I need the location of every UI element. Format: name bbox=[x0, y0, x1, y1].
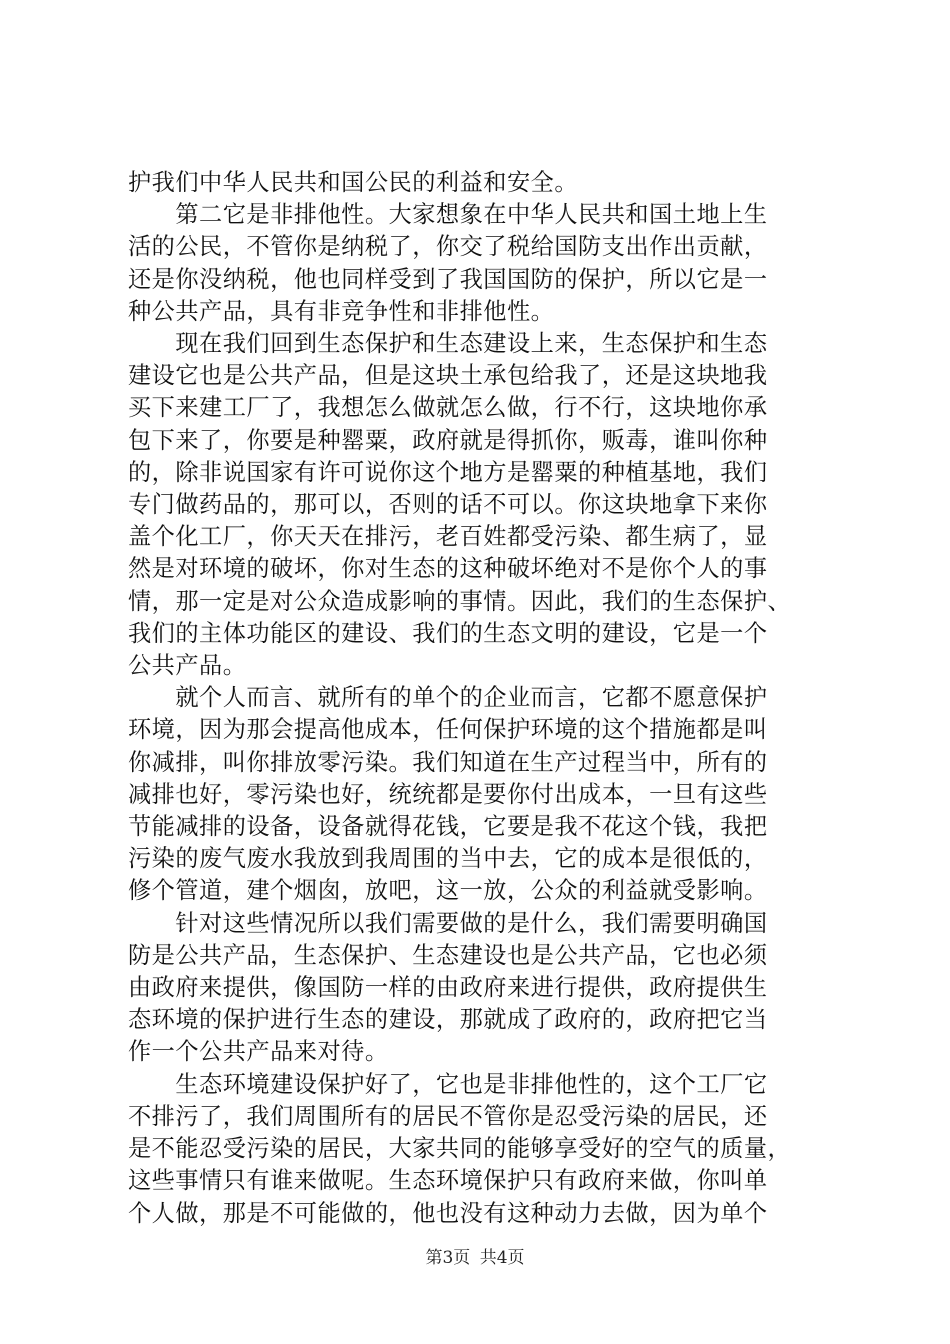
text-line: 建设它也是公共产品，但是这块土承包给我了，还是这块地我 bbox=[128, 362, 768, 390]
text-line: 活的公民，不管你是纳税了，你交了税给国防支出作出贡献， bbox=[128, 233, 768, 261]
page-number: 第3页 bbox=[425, 1248, 471, 1268]
text-line: 公共产品。 bbox=[128, 652, 247, 680]
text-line: 态环境的保护进行生态的建设，那就成了政府的，政府把它当 bbox=[128, 1006, 768, 1034]
text-line: 针对这些情况所以我们需要做的是什么，我们需要明确国 bbox=[128, 909, 768, 937]
text-line: 节能减排的设备，设备就得花钱，它要是我不花这个钱，我把 bbox=[128, 813, 768, 841]
text-line: 个人做，那是不可能做的，他也没有这种动力去做，因为单个 bbox=[128, 1199, 768, 1227]
text-line: 盖个化工厂，你天天在排污，老百姓都受污染、都生病了，显 bbox=[128, 523, 768, 551]
text-line: 护我们中华人民共和国公民的利益和安全。 bbox=[128, 169, 579, 196]
text-line: 这些事情只有谁来做呢。生态环境保护只有政府来做，你叫单 bbox=[128, 1167, 768, 1195]
text-line: 买下来建工厂了，我想怎么做就怎么做，行不行，这块地你承 bbox=[128, 394, 768, 422]
text-line: 第二它是非排他性。大家想象在中华人民共和国土地上生 bbox=[128, 201, 768, 229]
text-line: 污染的废气废水我放到我周围的当中去，它的成本是很低的， bbox=[128, 845, 768, 873]
text-line: 就个人而言、就所有的单个的企业而言，它都不愿意保护 bbox=[128, 684, 768, 712]
text-line: 情，那一定是对公众造成影响的事情。因此，我们的生态保护、 bbox=[128, 587, 792, 615]
text-line: 你减排，叫你排放零污染。我们知道在生产过程当中，所有的 bbox=[128, 748, 768, 776]
text-line: 防是公共产品，生态保护、生态建设也是公共产品，它也必须 bbox=[128, 941, 768, 969]
text-line: 包下来了，你要是种罂粟，政府就是得抓你，贩毒，谁叫你种 bbox=[128, 426, 768, 454]
text-line: 由政府来提供，像国防一样的由政府来进行提供，政府提供生 bbox=[128, 974, 768, 1002]
text-line: 现在我们回到生态保护和生态建设上来，生态保护和生态 bbox=[128, 330, 768, 358]
text-line: 生态环境建设保护好了，它也是非排他性的，这个工厂它 bbox=[128, 1070, 768, 1098]
text-line: 专门做药品的，那可以，否则的话不可以。你这块地拿下来你 bbox=[128, 491, 768, 519]
text-line: 种公共产品，具有非竞争性和非排他性。 bbox=[128, 297, 555, 325]
text-line: 不排污了，我们周围所有的居民不管你是忍受污染的居民，还 bbox=[128, 1102, 768, 1130]
text-line: 作一个公共产品来对待。 bbox=[128, 1038, 389, 1066]
text-line: 的，除非说国家有许可说你这个地方是罂粟的种植基地，我们 bbox=[128, 458, 768, 486]
text-line: 然是对环境的破坏，你对生态的这种破坏绝对不是你个人的事 bbox=[128, 555, 768, 583]
text-line: 是不能忍受污染的居民，大家共同的能够享受好的空气的质量， bbox=[128, 1135, 792, 1163]
body-text bbox=[128, 167, 828, 1230]
page-total: 共4页 bbox=[479, 1248, 525, 1268]
text-line: 还是你没纳税，他也同样受到了我国国防的保护，所以它是一 bbox=[128, 265, 768, 293]
text-line: 环境，因为那会提高他成本，任何保护环境的这个措施都是叫 bbox=[128, 716, 768, 744]
text-line: 我们的主体功能区的建设、我们的生态文明的建设，它是一个 bbox=[128, 619, 768, 647]
text-line: 修个管道，建个烟囱，放吧，这一放，公众的利益就受影响。 bbox=[128, 877, 768, 905]
page-footer bbox=[0, 1243, 950, 1268]
text-line: 减排也好，零污染也好，统统都是要你付出成本，一旦有这些 bbox=[128, 780, 768, 808]
